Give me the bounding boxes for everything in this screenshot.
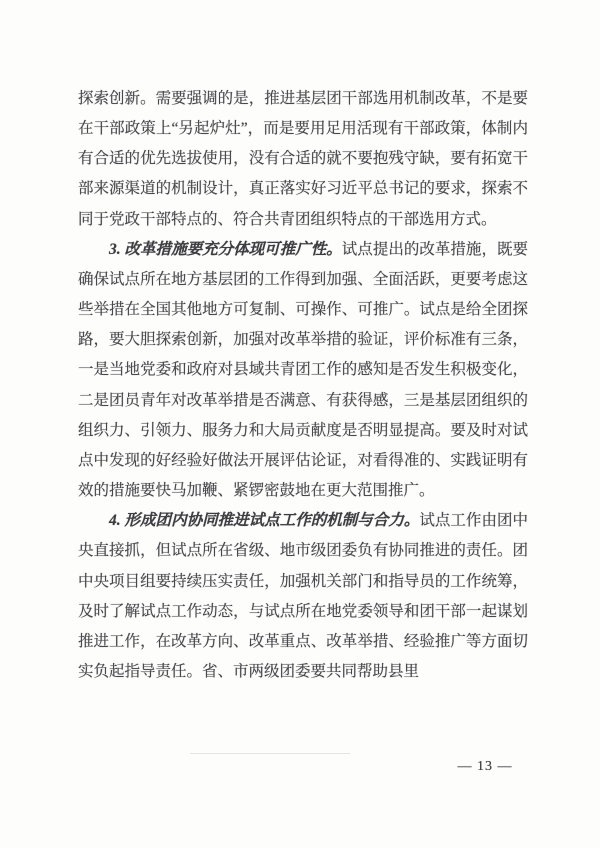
text-block: [78, 84, 528, 687]
paragraph-item-3: [78, 235, 528, 506]
paragraph-heading: 3. 改革措施要充分体现可推广性。: [109, 240, 342, 258]
paragraph-heading: 4. 形成团内协同推进试点工作的机制与合力。: [109, 512, 420, 530]
paragraph-item-4: [78, 506, 528, 687]
scan-artifact-line: [190, 753, 350, 754]
paragraph-body: 试点工作由团中央直接抓，但试点所在省级、地市级团委负有协同推进的责任。团中央项目组要持续压实责任，加强机关部门和指导员的工作统筹，及时了解试点工作动态，与试点所在地党委领导和团干部一起谋划推进工作，在改革方向、改革重点、改革举措、经验推广等方面切实负起指导责任。省、市两级团委要共同帮助县里: [78, 512, 528, 680]
paragraph-continuation: [78, 84, 528, 235]
paragraph-body: 探索创新。需要强调的是，推进基层团干部选用机制改革，不是要在干部政策上“另起炉灶”，而是要用足用活现有干部政策，体制内有合适的优先选拔使用，没有合适的就不要抱残守缺，要有拓宽干部来源渠道的机制设计，真正落实好习近平总书记的要求，探索不同于党政干部特点的、符合共青团组织特点的干部选用方式。: [78, 90, 528, 228]
paragraph-body: 试点提出的改革措施，既要确保试点所在地方基层团的工作得到加强、全面活跃，更要考虑这些举措在全国其他地方可复制、可操作、可推广。试点是给全团探路，要大胆探索创新，加强对改革举措的验证，评价标准有三条，一是当地党委和政府对县域共青团工作的感知是否发生积极变化，二是团员青年对改革举措是否满意、有获得感，三是基层团组织的组织力、引领力、服务力和大局贡献度是否明显提高。要及时对试点中发现的好经验好做法开展评估论证，对看得准的、实践证明有效的措施要快马加鞭、紧锣密鼓地在更大范围推广。: [78, 240, 528, 500]
page-number: — 13 —: [457, 759, 513, 774]
